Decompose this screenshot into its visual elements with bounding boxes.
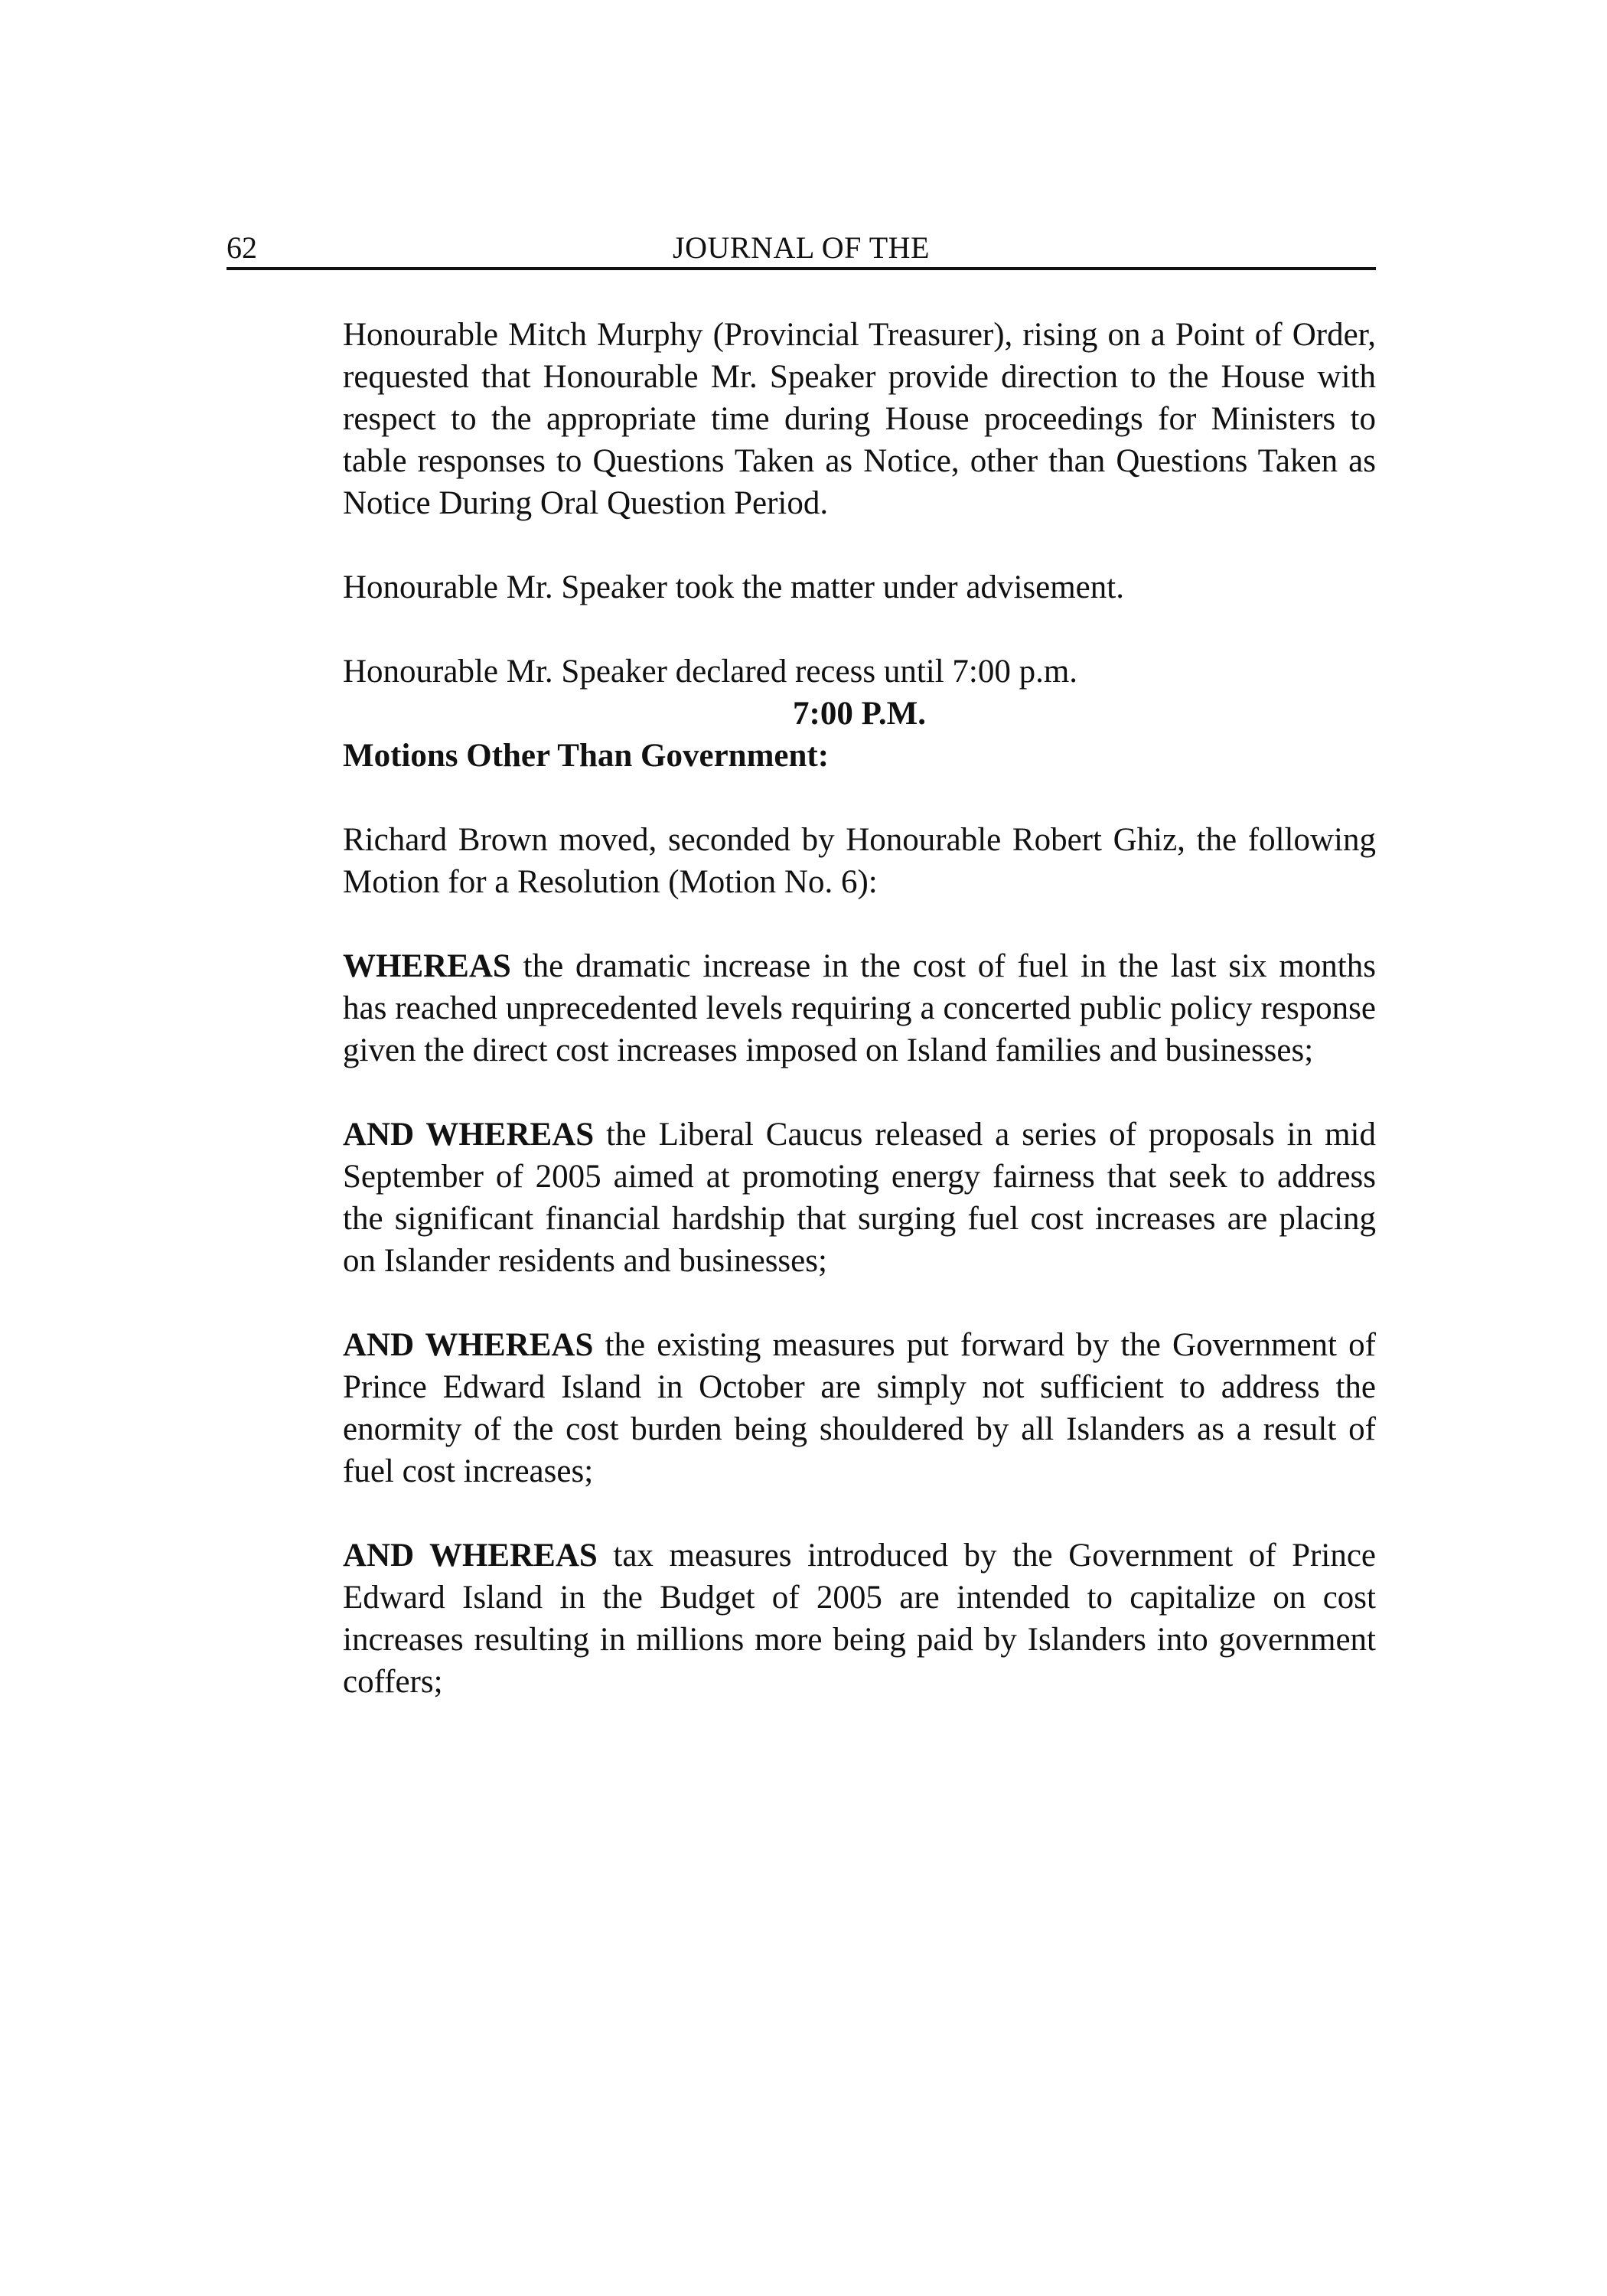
section-heading: Motions Other Than Government: — [343, 738, 830, 774]
whereas-text: tax measures introduced by the Government of Prince Edward Island in the Budget of 2005 are intended to capitalize on cost increases resulting in millions more being paid by Islanders into government coffers; — [343, 1538, 1376, 1700]
running-head: JOURNAL OF THE — [673, 230, 930, 265]
time-heading: 7:00 P.M. — [793, 696, 926, 732]
whereas-clause-1 — [343, 945, 1376, 1071]
page-body — [343, 314, 1376, 1703]
whereas-lead: AND WHEREAS — [343, 1327, 594, 1363]
header-rule — [227, 267, 1376, 270]
whereas-clause-3 — [343, 1324, 1376, 1492]
whereas-clause-4 — [343, 1534, 1376, 1703]
whereas-text: the dramatic increase in the cost of fuel in the last six months has reached unprecedented levels requiring a concerted public policy response given the direct cost increases imposed on Island families and businesses; — [343, 948, 1376, 1068]
whereas-text: the Liberal Caucus released a series of proposals in mid September of 2005 aimed at promoting energy fairness that seek to address the significant financial hardship that surging fuel cost increases are placing on Islander residents and businesses; — [343, 1117, 1376, 1279]
whereas-text: the existing measures put forward by the Government of Prince Edward Island in October are simply not sufficient to address the enormity of the cost burden being shouldered by all Islanders as a result of fuel cost increases; — [343, 1327, 1376, 1489]
whereas-lead: AND WHEREAS — [343, 1117, 595, 1153]
whereas-lead: AND WHEREAS — [343, 1538, 598, 1574]
motion-intro-paragraph: Richard Brown moved, seconded by Honourable Robert Ghiz, the following Motion for a Resolution (Motion No. 6): — [343, 822, 1376, 900]
advisement-paragraph: Honourable Mr. Speaker took the matter under advisement. — [343, 569, 1124, 605]
whereas-clause-2 — [343, 1114, 1376, 1282]
page-header — [227, 227, 1376, 269]
page-number: 62 — [227, 230, 257, 265]
whereas-lead: WHEREAS — [343, 948, 511, 984]
point-of-order-paragraph: Honourable Mitch Murphy (Provincial Treasurer), rising on a Point of Order, requested that Honourable Mr. Speaker provide direction to the House with respect to the appropriate time during House proceedings for Ministers to table responses to Questions Taken as Notice, other than Questions Taken as Notice During Oral Question Period. — [343, 317, 1376, 521]
recess-paragraph: Honourable Mr. Speaker declared recess until 7:00 p.m. — [343, 654, 1078, 690]
